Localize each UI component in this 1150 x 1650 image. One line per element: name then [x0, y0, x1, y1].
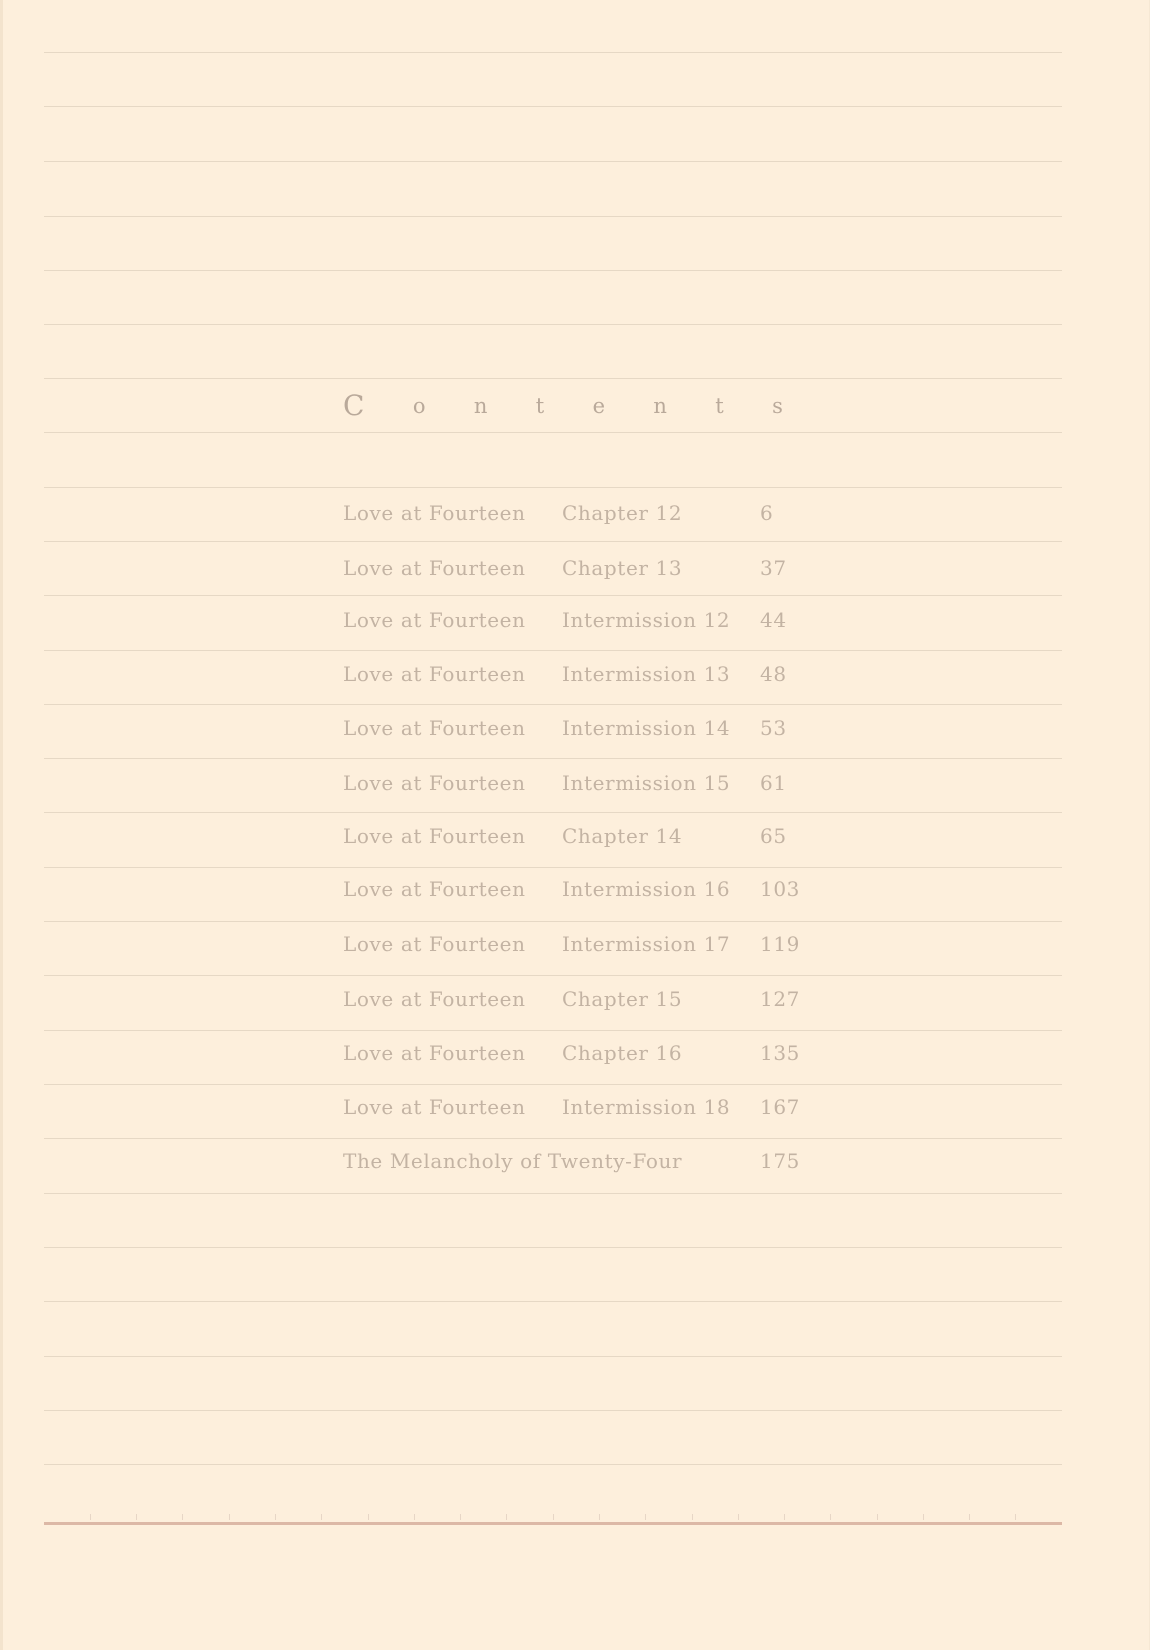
- toc-entry: [343, 662, 803, 692]
- toc-work-title: Love at Fourteen: [343, 716, 526, 740]
- toc-work-title: The Melancholy of Twenty-Four: [343, 1149, 683, 1173]
- toc-page-number: 167: [760, 1095, 800, 1119]
- toc-entry: [343, 932, 803, 962]
- toc-entry: [343, 716, 803, 746]
- toc-page-number: 44: [760, 608, 787, 632]
- title-letter: e: [592, 393, 606, 418]
- toc-work-title: Love at Fourteen: [343, 987, 526, 1011]
- toc-page-number: 48: [760, 662, 787, 686]
- toc-section: Chapter 12: [562, 501, 683, 525]
- toc-section: Intermission 16: [562, 877, 731, 901]
- title-letter: n: [653, 393, 667, 418]
- toc-section: Chapter 16: [562, 1041, 683, 1065]
- toc-entry: [343, 824, 803, 854]
- title-letter: t: [715, 393, 724, 418]
- toc-section: Intermission 15: [562, 771, 731, 795]
- toc-entry: [343, 501, 803, 531]
- toc-entry: [343, 556, 803, 586]
- toc-entry: [343, 1041, 803, 1071]
- toc-entry: [343, 987, 803, 1017]
- toc-work-title: Love at Fourteen: [343, 824, 526, 848]
- toc-entry-final: [343, 1149, 803, 1179]
- toc-page-number: 103: [760, 877, 800, 901]
- toc-work-title: Love at Fourteen: [343, 501, 526, 525]
- toc-section: Intermission 18: [562, 1095, 731, 1119]
- toc-section: Chapter 14: [562, 824, 683, 848]
- toc-section: Intermission 17: [562, 932, 731, 956]
- toc-page-number: 6: [760, 501, 774, 525]
- toc-page-number: 53: [760, 716, 787, 740]
- toc-work-title: Love at Fourteen: [343, 1095, 526, 1119]
- toc-work-title: Love at Fourteen: [343, 608, 526, 632]
- toc-page-number: 127: [760, 987, 800, 1011]
- toc-page-number: 175: [760, 1149, 800, 1173]
- toc-section: Chapter 15: [562, 987, 683, 1011]
- toc-work-title: Love at Fourteen: [343, 932, 526, 956]
- toc-work-title: Love at Fourteen: [343, 662, 526, 686]
- toc-section: Intermission 14: [562, 716, 731, 740]
- toc-work-title: Love at Fourteen: [343, 1041, 526, 1065]
- toc-page-number: 135: [760, 1041, 800, 1065]
- toc-entry: [343, 608, 803, 638]
- toc-work-title: Love at Fourteen: [343, 771, 526, 795]
- title-letter: C: [343, 389, 365, 422]
- toc-page-number: 37: [760, 556, 787, 580]
- toc-page-number: 61: [760, 771, 787, 795]
- toc-entry: [343, 1095, 803, 1125]
- toc-entry: [343, 877, 803, 907]
- toc-entry: [343, 771, 803, 801]
- toc-work-title: Love at Fourteen: [343, 877, 526, 901]
- title-letter: s: [772, 393, 783, 418]
- title-letter: n: [473, 393, 488, 418]
- toc-work-title: Love at Fourteen: [343, 556, 526, 580]
- toc-section: Chapter 13: [562, 556, 683, 580]
- toc-section: Intermission 12: [562, 608, 731, 632]
- toc-page-number: 65: [760, 824, 787, 848]
- toc-section: Intermission 13: [562, 662, 731, 686]
- title-letter: o: [412, 393, 426, 418]
- toc-page-number: 119: [760, 932, 800, 956]
- title-letter: t: [535, 393, 545, 418]
